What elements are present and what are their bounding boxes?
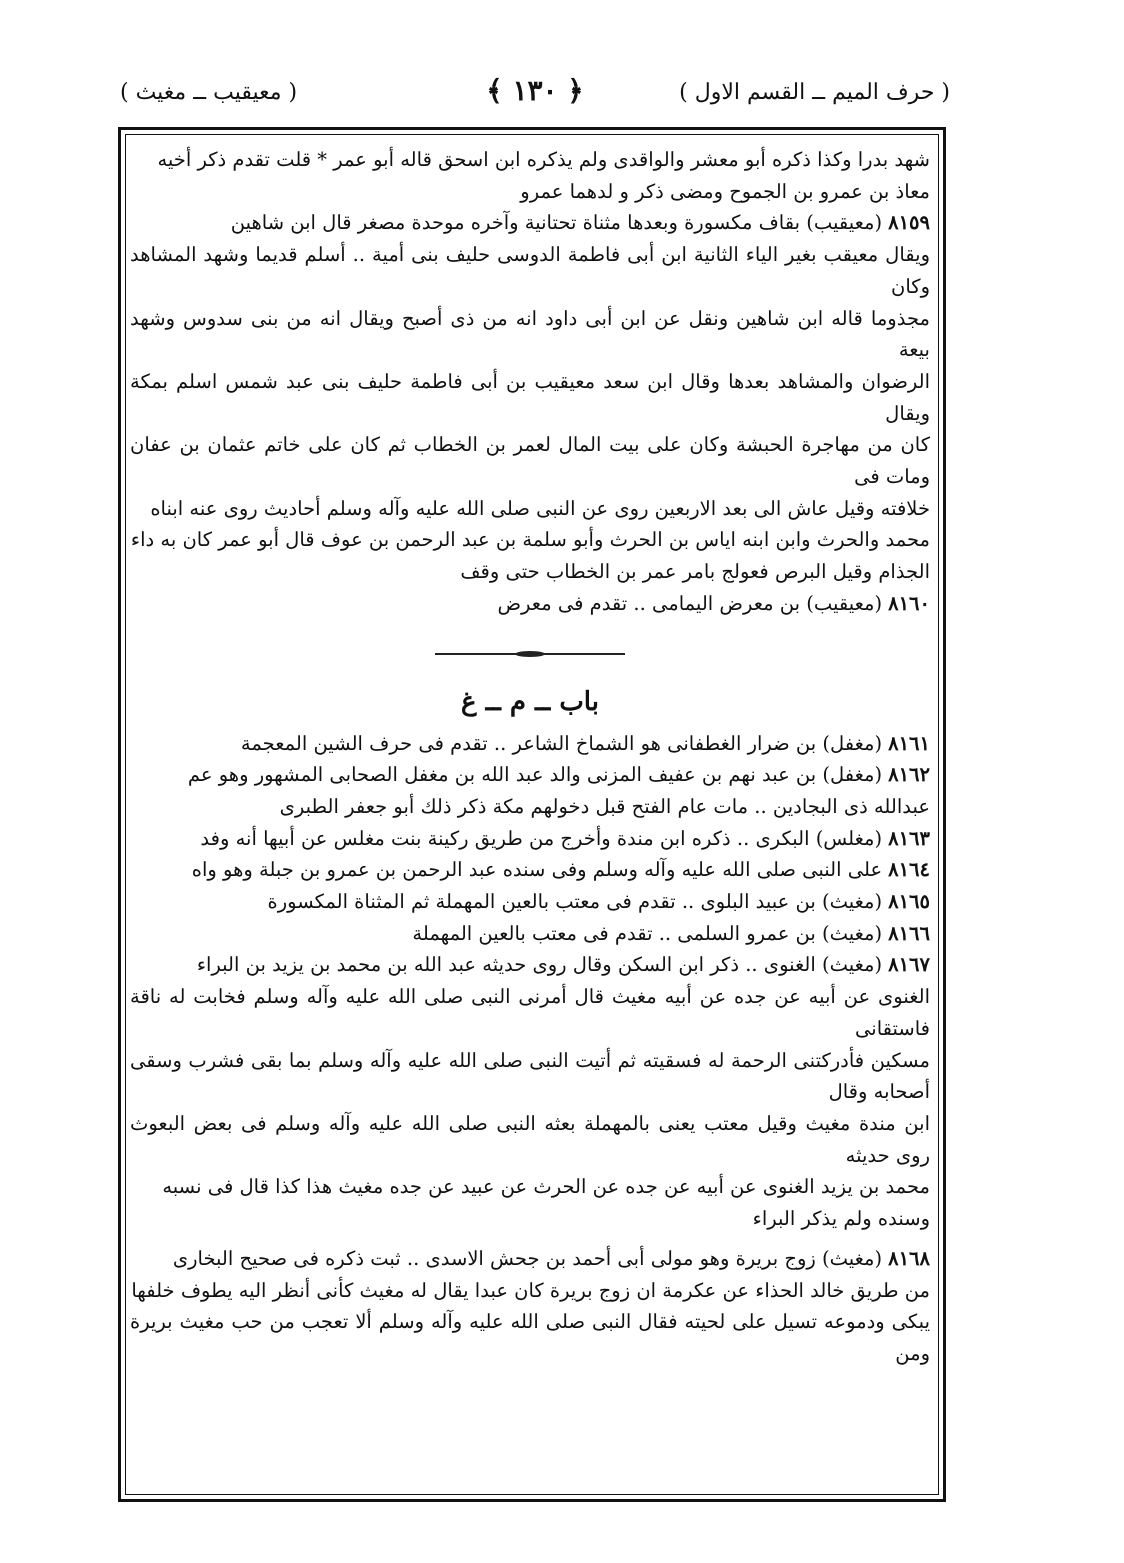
entry-number: ٨١٦٢ <box>888 763 930 787</box>
text-line: (مغيث) بن عمرو السلمى .. تقدم فى معتب بالعين المهملة <box>412 921 883 945</box>
divider-ornament <box>435 651 625 657</box>
text-line: ابن مندة مغيث وقيل معتب يعنى بالمهملة بعثه النبى صلى الله عليه وآله وسلم فى بعض البعوث روى حديثه <box>130 1111 930 1167</box>
entry-range: ( معيقيب ــ مغيث ) <box>120 80 298 105</box>
entry-number: ٨١٦٧ <box>888 953 930 977</box>
spacer <box>130 1235 930 1243</box>
entry-number: ٨١٦٤ <box>888 858 930 882</box>
entry-8164 <box>130 854 930 886</box>
entry-8160 <box>130 588 930 620</box>
entry-number: ٨١٦٦ <box>888 921 930 945</box>
page-header <box>120 72 950 122</box>
text-line: (مغيث) بن عبيد البلوى .. تقدم فى معتب بالعين المهملة ثم المثناة المكسورة <box>267 890 883 914</box>
text-line: عبدالله ذى البجادين .. مات عام الفتح قبل دخولهم مكة ذكر ذلك أبو جعفر الطبرى <box>279 794 930 818</box>
text-line: محمد والحرث وابن ابنه اياس بن الحرث وأبو سلمة بن عبد الرحمن بن عوف قال أبو عمر كان به داء <box>130 528 930 552</box>
chapter-title: ( حرف الميم ــ القسم الاول ) <box>679 80 950 105</box>
text-line: ويقال معيقب بغير الياء الثانية ابن أبى فاطمة الدوسى حليف بنى أمية .. أسلم قديما وشهد المشاهد وكان <box>130 243 930 298</box>
entry-8165 <box>130 886 930 918</box>
entry-8159 <box>130 207 930 239</box>
text-line: الرضوان والمشاهد بعدها وقال ابن سعد معيقيب بن أبى فاطمة حليف بنى عبد شمس اسلم بمكة ويقال <box>130 369 930 425</box>
text-line: كان من مهاجرة الحبشة وكان على بيت المال لعمر بن الخطاب ثم كان على خاتم عثمان بن عفان ومات فى <box>130 433 930 489</box>
text-line: (مغفل) بن عبد نهم بن عفيف المزنى والد عبد الله بن مغفل الصحابى المشهور وهو عم <box>187 763 883 787</box>
page-body <box>130 144 930 1370</box>
text-line: (مغلس) البكرى .. ذكره ابن مندة وأخرج من طريق ركينة بنت مغلس عن أبيها أنه وفد <box>200 826 883 850</box>
entry-8162 <box>130 759 930 791</box>
text-line: من طريق خالد الحذاء عن عكرمة ان زوج بريرة كان عبدا يقال له مغيث كأنى أنظر اليه يطوف خلفها <box>131 1278 930 1302</box>
text-line: على النبى صلى الله عليه وآله وسلم وفى سنده عبد الرحمن بن عمرو بن جبلة وهو واه <box>191 858 883 882</box>
entry-number: ٨١٦٣ <box>888 826 930 850</box>
text-line: (مغيث) زوج بريرة وهو مولى أبى أحمد بن جحش الاسدى .. ثبت ذكره فى صحيح البخارى <box>172 1246 883 1270</box>
text-line: (مغفل) بن ضرار الغطفانى هو الشماخ الشاعر .. تقدم فى حرف الشين المعجمة <box>240 731 883 755</box>
text-line: معاذ بن عمرو بن الجموح ومضى ذكر و لدهما عمرو <box>520 179 930 203</box>
entry-8163 <box>130 823 930 855</box>
entry-8166 <box>130 918 930 950</box>
page-number: ﴿ ١٣٠ ﴾ <box>486 74 584 107</box>
entry-number: ٨١٦٠ <box>888 591 930 615</box>
section-title: باب ــ م ــ غ <box>461 686 599 717</box>
text-line: وسنده ولم يذكر البراء <box>752 1207 930 1231</box>
text-line: الغنوى عن أبيه عن جده عن أبيه مغيث قال أمرنى النبى صلى الله عليه وآله وسلم فخابت له ناقة فاستقانى <box>130 985 930 1040</box>
text-line: (معيقيب) بن معرض اليمامى .. تقدم فى معرض <box>497 591 883 615</box>
entry-8167 <box>130 949 930 981</box>
text-line: مسكين فأدركتنى الرحمة له فسقيته ثم أتيت النبى صلى الله عليه وآله وسلم بما بقى فشرب وسقى أصحابه وقال <box>130 1048 930 1104</box>
text-line: خلافته وقيل عاش الى بعد الاربعين روى عن النبى صلى الله عليه وآله وسلم أحاديث روى عنه ابناه <box>150 496 930 520</box>
entry-number: ٨١٦٥ <box>888 890 930 914</box>
text-line: محمد بن يزيد الغنوى عن أبيه عن جده عن الحرث عن عبيد عن جده مغيث هذا كذا قال فى نسبه <box>162 1175 930 1199</box>
text-line: (مغيث) الغنوى .. ذكر ابن السكن وقال روى حديثه عبد الله بن محمد بن يزيد بن البراء <box>196 953 883 977</box>
text-line: يبكى ودموعه تسيل على لحيته فقال النبى صلى الله عليه وآله وسلم ألا تعجب من حب مغيث بريرة ومن <box>130 1310 930 1365</box>
entry-8168 <box>130 1243 930 1275</box>
entry-number: ٨١٥٩ <box>888 211 930 235</box>
entry-number: ٨١٦١ <box>888 731 930 755</box>
ornamental-divider <box>130 634 930 674</box>
entry-number: ٨١٦٨ <box>888 1246 930 1270</box>
text-line: مجذوما قاله ابن شاهين ونقل عن ابن أبى داود انه من ذى أصبح ويقال انه من بنى سدوس وشهد بيعة <box>130 306 930 362</box>
text-line: الجذام وقيل البرص فعولج بامر عمر بن الخطاب حتى وقف <box>460 560 930 584</box>
entry-8161 <box>130 728 930 760</box>
text-line: شهد بدرا وكذا ذكره أبو معشر والواقدى ولم يذكره ابن اسحق قاله أبو عمر * قلت تقدم ذكر أخيه <box>157 148 930 171</box>
text-line: (معيقيب) بقاف مكسورة وبعدها مثناة تحتانية وآخره موحدة مصغر قال ابن شاهين <box>230 211 883 235</box>
